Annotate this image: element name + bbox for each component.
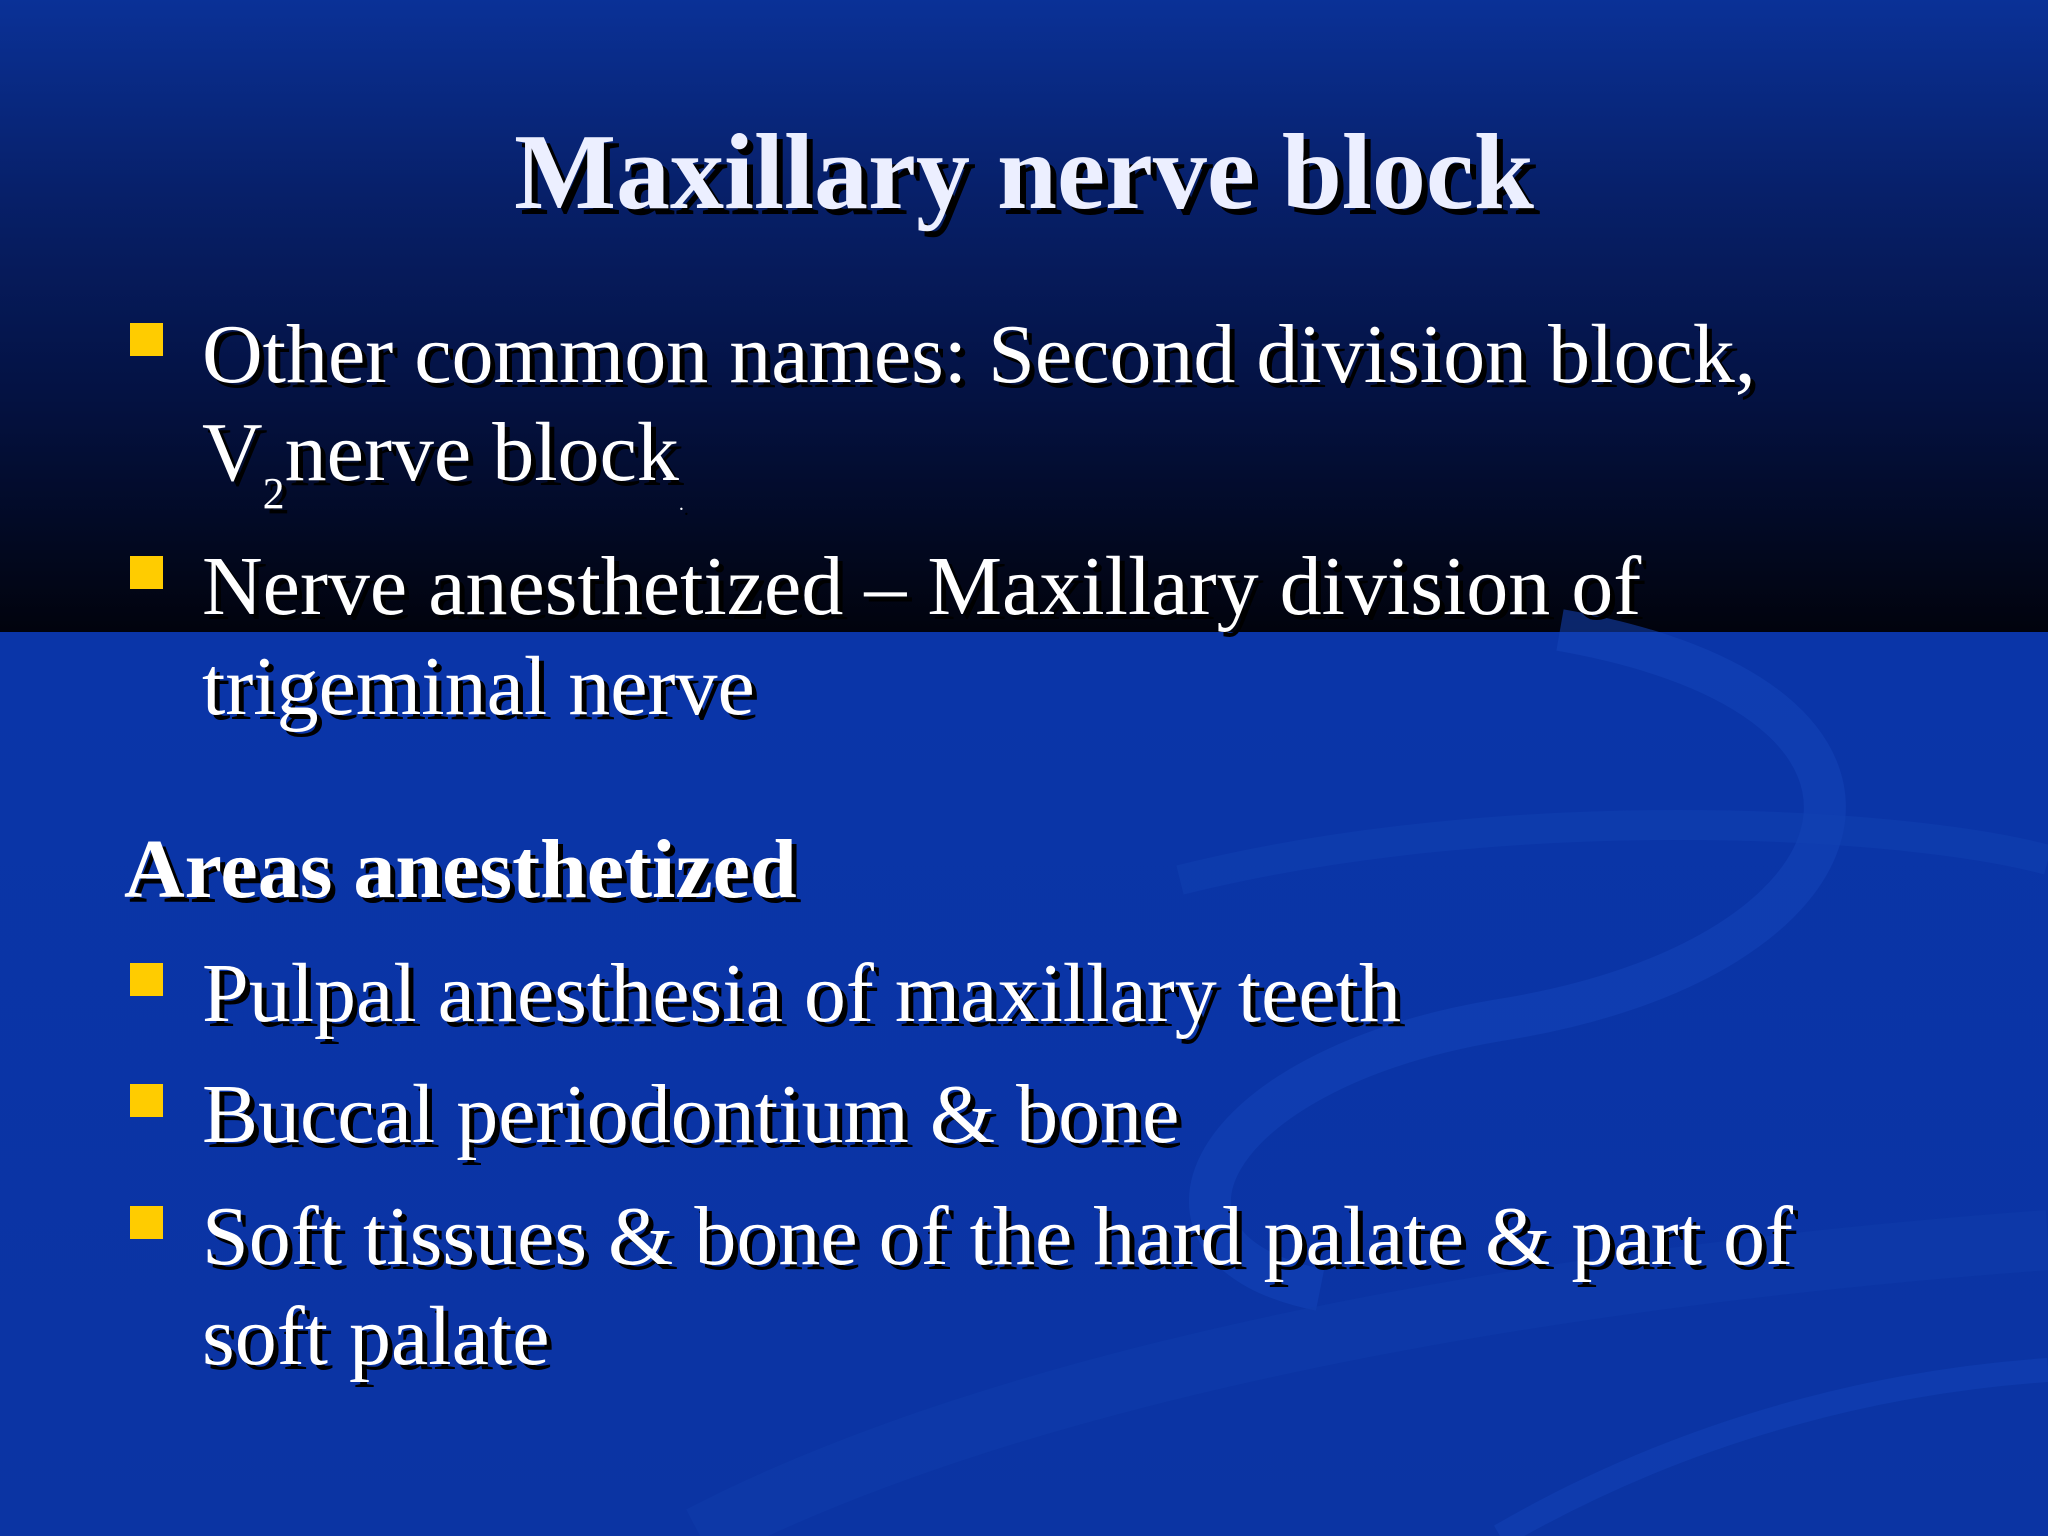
square-bullet-icon xyxy=(130,556,163,589)
bullet-text-line: soft palate xyxy=(202,1290,550,1383)
square-bullet-icon xyxy=(130,963,163,996)
square-bullet-icon xyxy=(130,323,163,356)
slide-title: Maxillary nerve block xyxy=(514,113,1534,232)
bullet-text-line: Nerve anesthetized – Maxillary division of xyxy=(202,540,1642,633)
bullet-text-line: Soft tissues & bone of the hard palate & part of xyxy=(202,1190,1793,1283)
period: . xyxy=(678,493,684,515)
subscript: 2 xyxy=(262,469,285,518)
section-heading: Areas anesthetized xyxy=(124,823,797,916)
bullet-text-line: Buccal periodontium & bone xyxy=(202,1068,1180,1161)
v-letter: V xyxy=(202,406,263,499)
bullet-text-line xyxy=(202,403,2002,524)
bullet-text-line: Other common names: Second division block, xyxy=(202,308,1756,401)
bullet-text-line: trigeminal nerve xyxy=(202,640,755,733)
bullet-text-rest: nerve block xyxy=(284,406,679,499)
bullet-text-line: Pulpal anesthesia of maxillary teeth xyxy=(202,947,1401,1040)
square-bullet-icon xyxy=(130,1206,163,1239)
square-bullet-icon xyxy=(130,1084,163,1117)
